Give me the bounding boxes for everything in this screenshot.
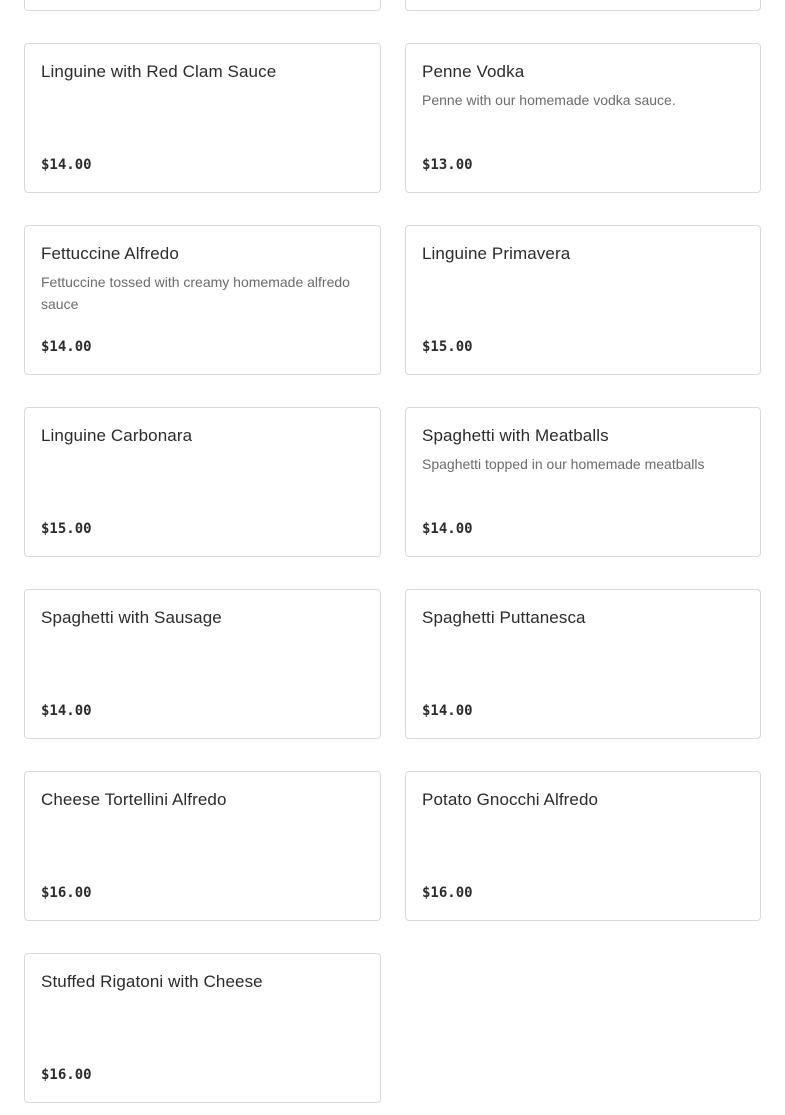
menu-item-description: Spaghetti topped in our homemade meatballs — [422, 456, 705, 472]
menu-item-card[interactable] — [24, 589, 381, 739]
menu-item-description: Penne with our homemade vodka sauce. — [422, 92, 676, 108]
menu-item-price: $15.00 — [41, 521, 92, 537]
menu-item-card[interactable] — [405, 43, 761, 193]
menu-item-price: $14.00 — [422, 521, 473, 537]
menu-item-card[interactable] — [24, 953, 381, 1103]
menu-item-description: Fettuccine tossed with creamy homemade alfredo sauce — [41, 274, 350, 312]
menu-item-price: $16.00 — [422, 885, 473, 901]
menu-item-name: Spaghetti Puttanesca — [422, 608, 586, 627]
menu-item-name: Stuffed Rigatoni with Cheese — [41, 972, 263, 991]
menu-item-name: Linguine with Red Clam Sauce — [41, 62, 277, 81]
menu-item-name: Spaghetti with Meatballs — [422, 426, 609, 445]
menu-item-name: Spaghetti with Sausage — [41, 608, 222, 627]
menu-item-card-partial[interactable] — [405, 0, 761, 11]
menu-item-card[interactable] — [24, 225, 381, 375]
menu-item-card-partial[interactable] — [24, 0, 381, 11]
menu-item-price: $14.00 — [41, 157, 92, 173]
menu-item-card[interactable] — [24, 43, 381, 193]
menu-item-price: $14.00 — [41, 339, 92, 355]
menu-item-price: $13.00 — [422, 157, 473, 173]
menu-item-card[interactable] — [24, 407, 381, 557]
menu-item-card[interactable] — [405, 407, 761, 557]
menu-item-name: Potato Gnocchi Alfredo — [422, 790, 599, 809]
menu-item-price: $16.00 — [41, 885, 92, 901]
menu-item-card[interactable] — [405, 771, 761, 921]
menu-item-name: Fettuccine Alfredo — [41, 244, 179, 263]
menu-item-price: $15.00 — [422, 339, 473, 355]
menu-item-name: Linguine Primavera — [422, 244, 571, 263]
menu-item-name: Cheese Tortellini Alfredo — [41, 790, 227, 809]
menu-item-card[interactable] — [405, 589, 761, 739]
menu-item-price: $14.00 — [422, 703, 473, 719]
menu-item-card[interactable] — [24, 771, 381, 921]
menu-item-name: Penne Vodka — [422, 62, 525, 81]
menu-item-name: Linguine Carbonara — [41, 426, 193, 445]
menu-item-card[interactable] — [405, 225, 761, 375]
menu-item-price: $14.00 — [41, 703, 92, 719]
menu-item-price: $16.00 — [41, 1067, 92, 1083]
